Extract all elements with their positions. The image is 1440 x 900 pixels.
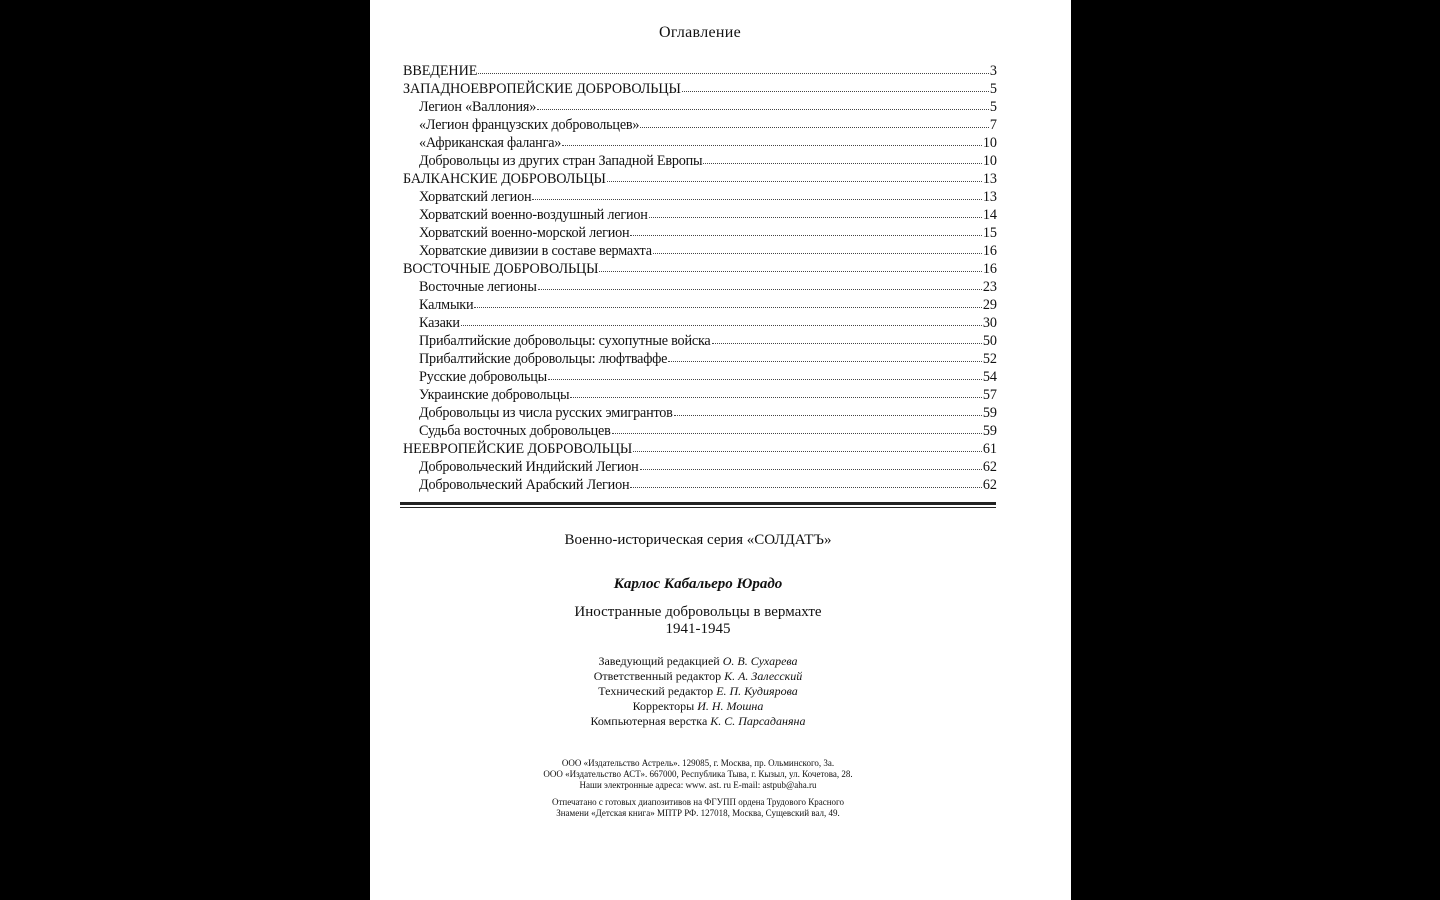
toc-entry-page: 5	[989, 81, 997, 97]
toc-entry-page: 50	[982, 333, 997, 349]
credit-line	[370, 654, 1026, 669]
imprint-line: Отпечатано с готовых диапозитивов на ФГУПП ордена Трудового Красного	[551, 797, 844, 807]
author-name: Карлос Кабальеро Юрадо	[613, 576, 783, 592]
toc-entry-page: 15	[982, 225, 997, 241]
toc-entry-title: Хорватский военно-воздушный легион	[419, 207, 648, 223]
toc-entry-title: Добровольцы из числа русских эмигрантов	[419, 405, 673, 421]
toc-entry-title: БАЛКАНСКИЕ ДОБРОВОЛЬЦЫ	[403, 171, 606, 187]
toc-entry-page: 52	[982, 351, 997, 367]
credit-line	[370, 699, 1026, 714]
toc-entry-page: 54	[982, 369, 997, 385]
toc-entry	[403, 242, 997, 260]
toc-entry-page: 13	[982, 189, 997, 205]
toc-entry	[403, 386, 997, 404]
credit-name: Е. П. Кудиярова	[716, 684, 798, 698]
book-title-block	[370, 604, 1026, 638]
toc-leader-dots	[668, 357, 982, 362]
imprint-line: Наши электронные адреса: www. ast. ru E-mail: astpub@aha.ru	[579, 780, 817, 790]
toc-entry	[403, 440, 997, 458]
toc-entry	[403, 332, 997, 350]
credit-name: И. Н. Мошна	[697, 699, 764, 713]
toc-leader-dots	[537, 105, 989, 110]
toc-entry-page: 59	[982, 423, 997, 439]
toc-entry-page: 10	[982, 153, 997, 169]
toc-entry	[403, 170, 997, 188]
toc-entry	[403, 368, 997, 386]
credit-role: Заведующий редакцией	[598, 654, 720, 668]
toc-entry-title: «Легион французских добровольцев»	[419, 117, 640, 133]
toc-entry-page: 7	[989, 117, 997, 133]
toc-leader-dots	[630, 231, 981, 236]
toc-leader-dots	[640, 123, 989, 128]
toc-heading: Оглавление	[658, 24, 742, 41]
toc-entry-page: 16	[982, 243, 997, 259]
toc-entry-title: Легион «Валлония»	[419, 99, 537, 115]
toc-entry-page: 14	[982, 207, 997, 223]
toc-entry-title: Восточные легионы	[419, 279, 537, 295]
toc-leader-dots	[607, 177, 982, 182]
imprint-line: ООО «Издательство Астрель». 129085, г. Москва, пр. Ольминского, 3а.	[561, 758, 835, 768]
toc-leader-dots	[649, 213, 982, 218]
toc-entry-title: ВВЕДЕНИЕ	[403, 63, 478, 79]
toc-entry-page: 62	[982, 459, 997, 475]
toc-entry	[403, 476, 997, 494]
toc-entry-page: 30	[982, 315, 997, 331]
toc-entry	[403, 116, 997, 134]
toc-leader-dots	[682, 87, 989, 92]
toc-entry-page: 16	[982, 261, 997, 277]
toc-entry	[403, 152, 997, 170]
credit-role: Компьютерная верстка	[590, 714, 708, 728]
toc-entry-title: НЕЕВРОПЕЙСКИЕ ДОБРОВОЛЬЦЫ	[403, 441, 633, 457]
toc-entry-title: Судьба восточных добровольцев	[419, 423, 611, 439]
toc-leader-dots	[474, 303, 981, 308]
toc-leader-dots	[461, 321, 982, 326]
toc-entry	[403, 98, 997, 116]
toc-leader-dots	[478, 69, 989, 74]
credit-line	[370, 669, 1026, 684]
toc-leader-dots	[653, 249, 982, 254]
credit-role: Ответственный редактор	[593, 669, 722, 683]
toc-entry	[403, 206, 997, 224]
toc-entry-page: 62	[982, 477, 997, 493]
toc-entry	[403, 188, 997, 206]
credit-role: Корректоры	[632, 699, 695, 713]
toc-entry-title: Хорватский военно-морской легион	[419, 225, 630, 241]
toc-entry-title: Хорватские дивизии в составе вермахта	[419, 243, 652, 259]
toc-entry	[403, 314, 997, 332]
toc-entry	[403, 296, 997, 314]
divider-thick	[400, 502, 996, 505]
toc-entry	[403, 80, 997, 98]
toc-leader-dots	[599, 267, 981, 272]
credits-block	[370, 654, 1026, 729]
table-of-contents	[403, 62, 997, 494]
toc-entry-title: Прибалтийские добровольцы: сухопутные войска	[419, 333, 711, 349]
toc-entry-title: Украинские добровольцы	[419, 387, 570, 403]
toc-entry-title: «Африканская фаланга»	[419, 135, 562, 151]
toc-leader-dots	[612, 429, 982, 434]
series-title: Военно-историческая серия «СОЛДАТЪ»	[564, 532, 832, 548]
imprint-line: Знамени «Детская книга» МПТР РФ. 127018, Москва, Сущевский вал, 49.	[556, 808, 840, 818]
toc-entry	[403, 260, 997, 278]
toc-leader-dots	[570, 393, 981, 398]
toc-entry-page: 13	[982, 171, 997, 187]
credit-name: О. В. Сухарева	[722, 654, 798, 668]
toc-entry	[403, 224, 997, 242]
document-page	[370, 0, 1071, 900]
credit-line	[370, 684, 1026, 699]
toc-entry	[403, 422, 997, 440]
toc-entry	[403, 62, 997, 80]
toc-entry-page: 3	[989, 63, 997, 79]
toc-entry-page: 5	[989, 99, 997, 115]
toc-entry-title: Добровольцы из других стран Западной Европы	[419, 153, 703, 169]
credit-name: К. С. Парсаданяна	[710, 714, 806, 728]
toc-leader-dots	[674, 411, 982, 416]
divider-thin	[400, 507, 996, 508]
toc-entry	[403, 134, 997, 152]
credit-name: К. А. Залесский	[724, 669, 803, 683]
toc-entry-title: Добровольческий Индийский Легион	[419, 459, 639, 475]
toc-entry-title: ЗАПАДНОЕВРОПЕЙСКИЕ ДОБРОВОЛЬЦЫ	[403, 81, 681, 97]
credit-line	[370, 714, 1026, 729]
toc-entry-page: 57	[982, 387, 997, 403]
imprint-line: ООО «Издательство АСТ». 667000, Республика Тыва, г. Кызыл, ул. Кочетова, 28.	[543, 769, 853, 779]
toc-entry-title: Добровольческий Арабский Легион	[419, 477, 630, 493]
toc-leader-dots	[548, 375, 982, 380]
toc-entry-title: Русские добровольцы	[419, 369, 548, 385]
toc-leader-dots	[640, 465, 982, 470]
toc-entry-page: 23	[982, 279, 997, 295]
toc-leader-dots	[703, 159, 981, 164]
toc-entry	[403, 404, 997, 422]
toc-entry-title: Хорватский легион	[419, 189, 532, 205]
toc-leader-dots	[532, 195, 981, 200]
toc-entry-page: 29	[982, 297, 997, 313]
printer-imprint	[370, 797, 1026, 819]
toc-entry-title: Казаки	[419, 315, 460, 331]
toc-entry	[403, 350, 997, 368]
book-title: Иностранные добровольцы в вермахте	[574, 604, 822, 620]
toc-entry-title: Прибалтийские добровольцы: люфтваффе	[419, 351, 668, 367]
toc-entry-page: 59	[982, 405, 997, 421]
toc-leader-dots	[562, 141, 982, 146]
credit-role: Технический редактор	[598, 684, 714, 698]
toc-leader-dots	[630, 483, 981, 488]
book-years: 1941-1945	[665, 621, 731, 637]
toc-entry-title: Калмыки	[419, 297, 474, 313]
toc-entry-page: 10	[982, 135, 997, 151]
toc-entry	[403, 278, 997, 296]
toc-entry-title: ВОСТОЧНЫЕ ДОБРОВОЛЬЦЫ	[403, 261, 599, 277]
toc-leader-dots	[712, 339, 982, 344]
toc-entry-page: 61	[982, 441, 997, 457]
publisher-imprint	[370, 758, 1026, 791]
toc-leader-dots	[633, 447, 982, 452]
toc-entry	[403, 458, 997, 476]
toc-leader-dots	[538, 285, 982, 290]
